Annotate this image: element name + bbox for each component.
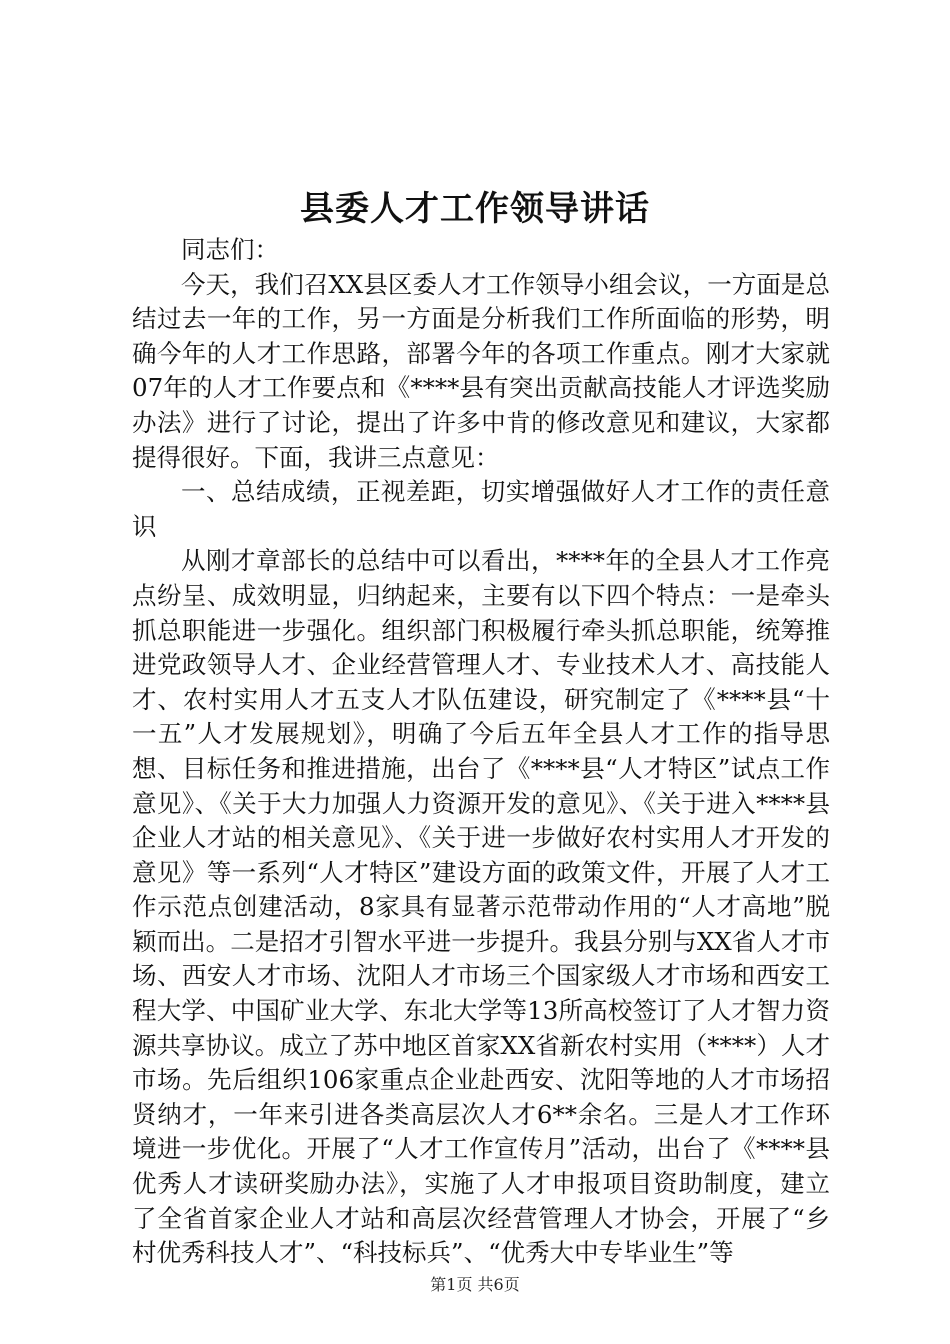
document-title: 县委人才工作领导讲话 — [300, 189, 650, 229]
salutation-paragraph: 同志们： — [181, 235, 279, 264]
section-heading-1: 一、总结成绩，正视差距，切实增强做好人才工作的责任意识 — [132, 477, 830, 541]
page-footer: 第1页 共6页 — [430, 1275, 520, 1294]
document-body — [132, 233, 830, 1271]
intro-paragraph: 今天，我们召XX县区委人才工作领导小组会议，一方面是总结过去一年的工作，另一方面是分析我们工作所面临的形势，明确今年的人才工作思路，部署今年的各项工作重点。刚才大家就07年的人才工作要点和《****县有突出贡献高技能人才评选奖励办法》进行了讨论，提出了许多中肯的修改意见和建议，大家都提得很好。下面，我讲三点意见： — [132, 269, 830, 472]
body-paragraph: 从刚才章部长的总结中可以看出，****年的全县人才工作亮点纷呈、成效明显，归纳起来，主要有以下四个特点：一是牵头抓总职能进一步强化。组织部门积极履行牵头抓总职能，统筹推进党政领导人才、企业经营管理人才、专业技术人才、高技能人才、农村实用人才五支人才队伍建设，研究制定了《****县“十一五”人才发展规划》，明确了今后五年全县人才工作的指导思想、目标任务和推进措施，出台了《****县“人才特区”试点工作意见》、《关于大力加强人力资源开发的意见》、《关于进入****县企业人才站的相关意见》、《关于进一步做好农村实用人才开发的意见》等一系列“人才特区”建设方面的政策文件，开展了人才工作示范点创建活动，8家具有显著示范带动作用的“人才高地”脱颖而出。二是招才引智水平进一步提升。我县分别与XX省人才市场、西安人才市场、沈阳人才市场三个国家级人才市场和西安工程大学、中国矿业大学、东北大学等13所高校签订了人才智力资源共享协议。成立了苏中地区首家XX省新农村实用（****）人才市场。先后组织106家重点企业赴西安、沈阳等地的人才市场招贤纳才，一年来引进各类高层次人才6**余名。三是人才工作环境进一步优化。开展了“人才工作宣传月”活动，出台了《****县优秀人才读研奖励办法》，实施了人才申报项目资助制度，建立了全省首家企业人才站和高层次经营管理人才协会，开展了“乡村优秀科技人才”、“科技标兵”、“优秀大中专毕业生”等 — [132, 546, 830, 1268]
